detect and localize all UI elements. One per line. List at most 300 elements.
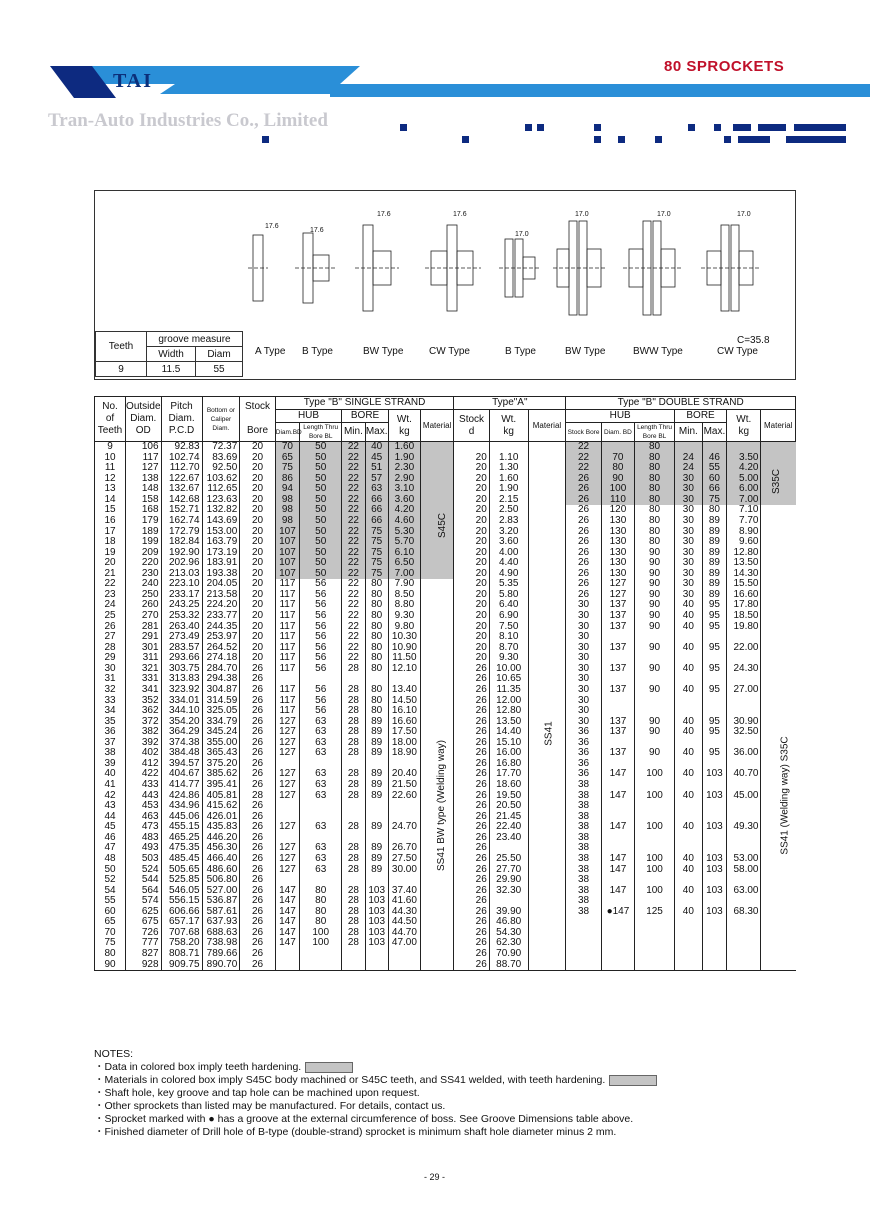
table-cell: 26	[454, 833, 489, 844]
table-row	[95, 727, 796, 738]
table-cell: 2.50	[489, 505, 528, 516]
table-cell: 80	[601, 463, 634, 474]
table-cell: 323.92	[161, 685, 202, 696]
table-cell: 40	[675, 769, 703, 780]
table-cell: 58.00	[727, 865, 761, 876]
table-cell: 127	[275, 769, 299, 780]
table-cell: 80	[300, 896, 342, 907]
table-cell	[761, 696, 796, 707]
table-cell: 117	[275, 653, 299, 664]
table-cell: 3.50	[727, 453, 761, 464]
table-cell: 26	[454, 801, 489, 812]
table-cell: 18	[95, 537, 126, 548]
col-stock-d: Stock d	[454, 410, 489, 442]
table-cell: 22	[95, 579, 126, 590]
table-cell	[761, 495, 796, 506]
table-cell: 92.83	[161, 442, 202, 453]
table-cell	[727, 843, 761, 854]
table-cell: 22	[342, 505, 365, 516]
table-cell	[727, 896, 761, 907]
table-cell: 587.61	[202, 907, 240, 918]
table-row	[95, 653, 796, 664]
table-cell: 40	[675, 600, 703, 611]
table-cell: 89	[365, 791, 388, 802]
table-cell: 26	[454, 949, 489, 960]
table-cell: 405.81	[202, 791, 240, 802]
table-cell: 112.70	[161, 463, 202, 474]
table-cell: 127	[275, 791, 299, 802]
table-cell	[727, 442, 761, 453]
table-cell: 26	[454, 664, 489, 675]
table-cell: 80	[365, 632, 388, 643]
table-cell: 26	[240, 727, 275, 738]
table-cell	[275, 949, 299, 960]
table-cell: 20	[454, 611, 489, 622]
table-cell: 7.00	[388, 569, 420, 580]
table-cell: 253.97	[202, 632, 240, 643]
table-cell: 80	[635, 516, 675, 527]
table-cell	[675, 706, 703, 717]
table-cell: 103	[365, 938, 388, 949]
table-cell: 26	[454, 875, 489, 886]
dim-label: 17.0	[575, 211, 589, 218]
table-cell: 94	[275, 484, 299, 495]
table-cell: 26	[240, 769, 275, 780]
table-cell	[727, 632, 761, 643]
table-cell: 127	[275, 780, 299, 791]
table-cell	[761, 949, 796, 960]
table-cell: 26	[240, 960, 275, 971]
table-cell: 2.15	[489, 495, 528, 506]
col-od: Outside Diam. OD	[126, 397, 161, 442]
table-cell: 28	[342, 727, 365, 738]
material-label: S45C	[437, 512, 449, 539]
table-cell: 726	[126, 928, 161, 939]
table-cell: 230	[126, 569, 161, 580]
table-cell	[702, 738, 726, 749]
table-cell: 127	[275, 854, 299, 865]
table-cell	[528, 696, 566, 707]
table-cell	[420, 463, 453, 474]
dim-label: 17.6	[310, 227, 324, 234]
header-bore-double: BORE	[675, 410, 727, 423]
table-cell: 17.80	[727, 600, 761, 611]
table-cell: 26	[454, 706, 489, 717]
dim-label: 17.6	[265, 223, 279, 230]
table-cell: 485.45	[161, 854, 202, 865]
table-cell	[528, 484, 566, 495]
table-cell: 147	[275, 938, 299, 949]
table-cell: 103	[365, 886, 388, 897]
table-cell: 192.90	[161, 548, 202, 559]
table-cell	[601, 632, 634, 643]
table-cell: 274.18	[202, 653, 240, 664]
table-cell: 130	[601, 516, 634, 527]
table-cell: 28	[342, 938, 365, 949]
table-cell: ●147	[601, 907, 634, 918]
table-cell: 26	[454, 717, 489, 728]
table-cell: 117	[275, 696, 299, 707]
table-cell: 30	[675, 569, 703, 580]
type-label: BW Type	[565, 346, 606, 357]
table-cell: 147	[275, 928, 299, 939]
table-cell: 20	[240, 611, 275, 622]
table-cell: 117	[275, 590, 299, 601]
table-cell	[761, 632, 796, 643]
table-cell: 26	[240, 843, 275, 854]
table-cell: 137	[601, 611, 634, 622]
table-cell: 38	[566, 875, 601, 886]
table-cell	[702, 696, 726, 707]
table-cell: 270	[126, 611, 161, 622]
table-cell	[365, 960, 388, 971]
table-cell	[635, 896, 675, 907]
table-cell	[388, 960, 420, 971]
table-cell: 89	[702, 558, 726, 569]
table-cell	[420, 949, 453, 960]
table-cell: 28	[95, 643, 126, 654]
table-cell: 80	[635, 484, 675, 495]
table-cell: 21.45	[489, 812, 528, 823]
table-cell: 86	[275, 474, 299, 485]
table-cell: 70.90	[489, 949, 528, 960]
table-cell: 107	[275, 569, 299, 580]
table-cell: 473	[126, 822, 161, 833]
table-cell: 637.93	[202, 917, 240, 928]
table-cell: 16.10	[388, 706, 420, 717]
table-cell: 63	[300, 727, 342, 738]
table-cell: 20	[454, 653, 489, 664]
table-cell: 4.20	[727, 463, 761, 474]
table-cell: 26	[454, 812, 489, 823]
table-cell: 26	[566, 495, 601, 506]
col-material-double: Material	[761, 410, 796, 442]
table-cell: 36	[566, 727, 601, 738]
table-cell: 103	[702, 907, 726, 918]
table-cell: 204.05	[202, 579, 240, 590]
table-cell: 95	[702, 611, 726, 622]
note-item: ・Sprocket marked with ● has a groove at the external circumference of boss. See Groove Dimensions table above.	[94, 1113, 634, 1125]
table-cell: 483	[126, 833, 161, 844]
table-cell: 123.63	[202, 495, 240, 506]
header-hub: HUB	[275, 410, 342, 423]
sprocket-drawings	[95, 191, 795, 331]
table-cell: 44.30	[388, 907, 420, 918]
company-logo: TAI	[112, 70, 154, 92]
table-cell: 283.57	[161, 643, 202, 654]
table-cell: 89	[702, 548, 726, 559]
table-cell	[528, 780, 566, 791]
table-cell: 127	[126, 463, 161, 474]
table-cell: 233.77	[202, 611, 240, 622]
table-cell: 147	[275, 896, 299, 907]
table-cell: 80	[635, 495, 675, 506]
notes	[94, 1048, 657, 1139]
table-cell	[635, 674, 675, 685]
type-label: BW Type	[363, 346, 404, 357]
table-cell: 90	[635, 569, 675, 580]
table-cell: 4.20	[388, 505, 420, 516]
table-cell: 12.10	[388, 664, 420, 675]
type-label: CW Type	[429, 346, 470, 357]
table-cell: 30	[566, 685, 601, 696]
table-cell: 4.00	[489, 548, 528, 559]
table-cell	[528, 896, 566, 907]
table-cell: 8.10	[489, 632, 528, 643]
table-cell	[727, 928, 761, 939]
table-cell: 890.70	[202, 960, 240, 971]
table-cell	[702, 928, 726, 939]
table-cell: 17	[95, 527, 126, 538]
table-cell: 30	[566, 600, 601, 611]
table-cell: 28	[342, 791, 365, 802]
table-cell: 22	[342, 558, 365, 569]
table-cell	[420, 474, 453, 485]
table-cell: 80	[365, 664, 388, 675]
table-cell	[388, 833, 420, 844]
table-cell	[566, 949, 601, 960]
table-cell: 20	[454, 537, 489, 548]
table-cell	[635, 653, 675, 664]
table-cell: 33	[95, 696, 126, 707]
table-cell: 24	[675, 463, 703, 474]
table-cell: 10.30	[388, 632, 420, 643]
table-cell	[528, 442, 566, 453]
table-cell: 70	[95, 928, 126, 939]
table-cell: 14.50	[388, 696, 420, 707]
table-cell	[761, 537, 796, 548]
table-cell	[675, 759, 703, 770]
table-cell: 90	[95, 960, 126, 971]
table-cell: 117	[275, 706, 299, 717]
table-cell: 28	[342, 928, 365, 939]
table-cell	[300, 674, 342, 685]
table-cell: 263.40	[161, 622, 202, 633]
table-cell: 16.00	[489, 748, 528, 759]
table-cell: 311	[126, 653, 161, 664]
table-cell: 17.70	[489, 769, 528, 780]
table-cell: 65	[275, 453, 299, 464]
note-item: ・Materials in colored box imply S45C body machined or S45C teeth, and SS41 welded, with teeth hardening.	[94, 1074, 657, 1087]
table-cell: 50	[300, 453, 342, 464]
table-cell: 47.00	[388, 938, 420, 949]
table-cell	[365, 812, 388, 823]
table-cell	[420, 696, 453, 707]
table-cell	[675, 960, 703, 971]
table-cell: 100	[300, 938, 342, 949]
table-cell: 8.90	[727, 527, 761, 538]
table-cell: 54	[95, 886, 126, 897]
table-cell: 172.79	[161, 527, 202, 538]
table-cell	[420, 674, 453, 685]
col-stock-bore: Stock Bore	[240, 397, 275, 442]
table-cell: 22	[342, 442, 365, 453]
table-cell	[528, 886, 566, 897]
table-cell: 137	[601, 664, 634, 675]
table-cell: 89	[702, 516, 726, 527]
table-cell: 345.24	[202, 727, 240, 738]
table-cell: 26	[240, 865, 275, 876]
table-cell: 56	[300, 643, 342, 654]
table-cell	[420, 685, 453, 696]
table-cell: 20	[240, 632, 275, 643]
table-cell: 606.66	[161, 907, 202, 918]
table-cell: 80	[365, 579, 388, 590]
table-cell: 20	[454, 590, 489, 601]
table-cell	[727, 696, 761, 707]
table-cell: 112.65	[202, 484, 240, 495]
table-cell: 6.90	[489, 611, 528, 622]
table-cell: 50	[300, 463, 342, 474]
table-cell: 341	[126, 685, 161, 696]
col-diam-bd: Diam.BD	[275, 423, 299, 442]
table-cell: 26	[240, 738, 275, 749]
table-cell: 9	[95, 442, 126, 453]
table-cell	[528, 875, 566, 886]
note-item: ・Data in colored box imply teeth hardening.	[94, 1061, 657, 1074]
table-cell	[675, 632, 703, 643]
table-cell: 26	[454, 865, 489, 876]
table-cell: 404.67	[161, 769, 202, 780]
table-cell	[454, 442, 489, 453]
table-cell: 50	[300, 474, 342, 485]
table-cell: 6.10	[388, 548, 420, 559]
table-cell: 22	[342, 537, 365, 548]
table-cell	[761, 664, 796, 675]
table-cell	[489, 896, 528, 907]
table-cell: 137	[601, 717, 634, 728]
table-cell: 137	[601, 748, 634, 759]
table-cell	[528, 463, 566, 474]
table-cell: 95	[702, 600, 726, 611]
table-cell: 147	[601, 791, 634, 802]
table-cell: 209	[126, 548, 161, 559]
table-cell: 89	[702, 537, 726, 548]
table-cell: 45	[365, 453, 388, 464]
table-cell: 63	[300, 865, 342, 876]
table-cell: 80	[635, 474, 675, 485]
table-cell: 26	[454, 685, 489, 696]
table-cell: 16.60	[388, 717, 420, 728]
table-row	[95, 558, 796, 569]
table-cell: 26	[566, 474, 601, 485]
table-cell: 56	[300, 600, 342, 611]
table-cell: 30	[675, 505, 703, 516]
dim-label: 17.6	[377, 211, 391, 218]
table-cell	[675, 738, 703, 749]
table-cell: 36	[566, 738, 601, 749]
table-row	[95, 474, 796, 485]
table-cell	[528, 928, 566, 939]
table-cell	[635, 738, 675, 749]
table-cell	[342, 674, 365, 685]
table-cell: 46	[702, 453, 726, 464]
table-cell: 355.00	[202, 738, 240, 749]
table-cell: 46.80	[489, 917, 528, 928]
table-cell: 4.60	[388, 516, 420, 527]
table-cell: 5.35	[489, 579, 528, 590]
table-cell	[388, 949, 420, 960]
table-cell: 147	[601, 865, 634, 876]
table-cell	[635, 632, 675, 643]
table-cell: 25	[95, 611, 126, 622]
table-cell: 243.25	[161, 600, 202, 611]
table-cell: 89	[702, 569, 726, 580]
table-cell: 466.40	[202, 854, 240, 865]
table-cell: 127	[275, 738, 299, 749]
table-cell: 22	[566, 442, 601, 453]
table-cell	[420, 917, 453, 928]
table-cell: 50	[95, 865, 126, 876]
table-cell	[601, 896, 634, 907]
table-cell: 26	[240, 822, 275, 833]
table-cell: 30.90	[727, 717, 761, 728]
table-cell: 3.60	[489, 537, 528, 548]
table-cell: 26	[454, 822, 489, 833]
table-cell: 18.60	[489, 780, 528, 791]
table-cell: 37	[95, 738, 126, 749]
table-cell: 30	[566, 632, 601, 643]
table-cell: 291	[126, 632, 161, 643]
table-cell: 26	[240, 812, 275, 823]
table-cell: 10.90	[388, 643, 420, 654]
table-cell: 102.74	[161, 453, 202, 464]
table-cell: 130	[601, 569, 634, 580]
col-bore-max-double: Max.	[702, 423, 726, 442]
table-cell	[528, 812, 566, 823]
table-cell: 63	[300, 717, 342, 728]
table-cell: 354.20	[161, 717, 202, 728]
table-cell: 26	[240, 875, 275, 886]
table-row	[95, 928, 796, 939]
table-row	[95, 685, 796, 696]
table-cell	[761, 896, 796, 907]
table-cell: 100	[635, 791, 675, 802]
table-cell: 26	[566, 579, 601, 590]
table-row	[95, 674, 796, 685]
table-cell: 117	[126, 453, 161, 464]
table-row	[95, 537, 796, 548]
table-cell	[761, 674, 796, 685]
note-item: ・Shaft hole, key groove and tap hole can be machined upon request.	[94, 1087, 420, 1099]
table-cell: 17.50	[388, 727, 420, 738]
table-cell: 26	[240, 706, 275, 717]
table-cell: 63	[300, 769, 342, 780]
table-cell: 26	[240, 907, 275, 918]
table-cell	[601, 759, 634, 770]
table-cell: 95	[702, 685, 726, 696]
table-cell: 100	[601, 484, 634, 495]
table-cell	[420, 938, 453, 949]
table-row	[95, 611, 796, 622]
table-cell: 50	[300, 505, 342, 516]
table-cell	[420, 600, 453, 611]
table-cell: 30	[675, 548, 703, 559]
table-cell: 29	[95, 653, 126, 664]
table-cell: 26	[454, 917, 489, 928]
table-cell	[727, 960, 761, 971]
table-cell: 26	[454, 938, 489, 949]
table-cell: 48	[95, 854, 126, 865]
table-cell	[761, 938, 796, 949]
table-cell: 402	[126, 748, 161, 759]
dim-label: 17.0	[515, 231, 529, 238]
table-row	[95, 590, 796, 601]
table-cell: 38	[566, 822, 601, 833]
c-dimension: C=35.8	[737, 335, 770, 346]
col-material: Material	[420, 410, 453, 442]
table-cell: 89	[365, 780, 388, 791]
